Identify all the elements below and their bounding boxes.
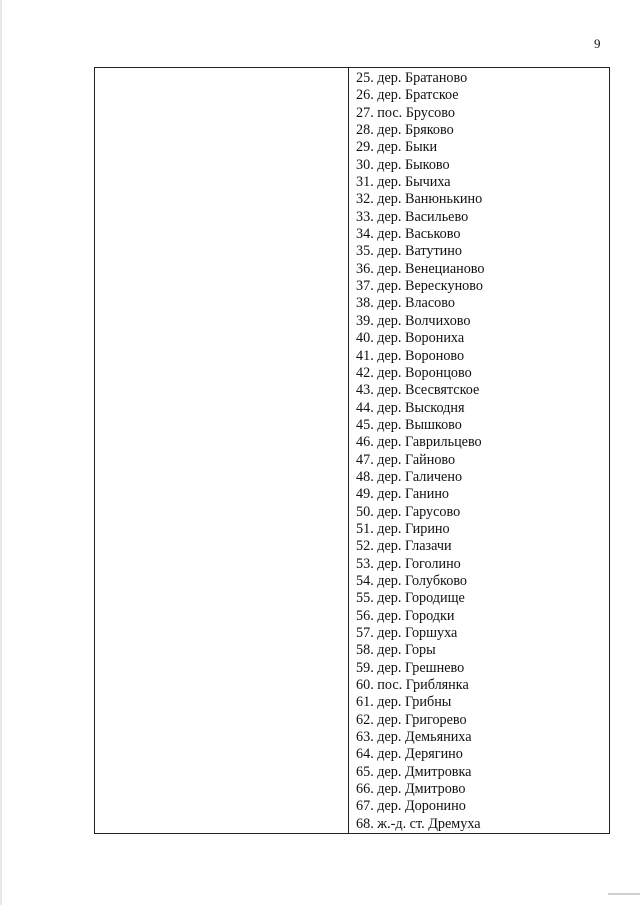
settlement-list-item: 49. дер. Ганино [356, 486, 450, 503]
settlement-list-item: 36. дер. Венецианово [356, 260, 485, 277]
settlement-list-item: 25. дер. Братаново [356, 70, 468, 86]
settlement-list-item: 52. дер. Глазачи [356, 538, 452, 555]
settlement-list-item: 54. дер. Голубково [356, 572, 468, 589]
settlement-list-item: 32. дер. Ванюнькино [356, 191, 483, 208]
settlement-list-item: 50. дер. Гарусово [356, 503, 461, 520]
settlement-list-item: 55. дер. Городище [356, 590, 465, 607]
settlement-list-item: 41. дер. Вороново [356, 347, 465, 364]
settlement-list-item: 47. дер. Гайново [356, 451, 456, 468]
settlement-list-item: 48. дер. Галичено [356, 468, 463, 485]
settlement-list-item: 29. дер. Быки [356, 139, 438, 156]
settlement-list-item: 28. дер. Бряково [356, 122, 454, 139]
settlement-list-item: 51. дер. Гирино [356, 520, 450, 537]
settlement-list-item: 61. дер. Грибны [356, 694, 452, 711]
settlement-list-item: 40. дер. Ворониха [356, 330, 465, 347]
scan-corner-mark [608, 893, 640, 895]
settlement-list-item: 59. дер. Грешнево [356, 659, 465, 676]
settlement-list-item: 66. дер. Дмитрово [356, 781, 466, 798]
settlement-list [356, 70, 609, 833]
settlement-list-item: 57. дер. Горшуха [356, 625, 458, 641]
settlement-list-item: 27. пос. Брусово [356, 104, 455, 121]
settlement-list-item: 53. дер. Гоголино [356, 555, 461, 572]
settlement-list-item: 31. дер. Бычиха [356, 174, 451, 191]
scan-edge-shadow [0, 0, 2, 905]
page-number: 9 [594, 36, 601, 51]
settlement-list-item: 56. дер. Городки [356, 607, 455, 624]
table-left-cell [95, 68, 349, 833]
settlement-list-item: 34. дер. Васьково [356, 226, 461, 243]
settlement-list-item: 67. дер. Доронино [356, 798, 466, 815]
settlement-list-item: 42. дер. Воронцово [356, 364, 472, 381]
settlement-list-item: 38. дер. Власово [356, 295, 455, 312]
settlement-list-item: 35. дер. Ватутино [356, 243, 462, 260]
settlement-list-item: 37. дер. Верескуново [356, 278, 483, 295]
settlement-list-item: 45. дер. Вышково [356, 416, 462, 433]
settlement-list-item: 63. дер. Демьяниха [356, 729, 472, 746]
settlement-list-item: 33. дер. Васильево [356, 208, 469, 225]
settlement-list-item: 62. дер. Григорево [356, 711, 467, 728]
settlement-list-item: 65. дер. Дмитровка [356, 763, 472, 780]
settlement-list-item: 39. дер. Волчихово [356, 312, 471, 329]
settlement-list-item: 30. дер. Быково [356, 156, 450, 173]
table-right-cell [356, 70, 609, 833]
settlement-list-item: 26. дер. Братское [356, 87, 459, 104]
settlement-list-item: 46. дер. Гаврильцево [356, 434, 482, 451]
settlement-list-item: 60. пос. Гриблянка [356, 677, 469, 694]
settlement-list-item: 58. дер. Горы [356, 642, 436, 659]
settlement-list-item: 44. дер. Выскодня [356, 399, 465, 416]
settlements-table [94, 67, 610, 834]
settlement-list-item: 64. дер. Дерягино [356, 746, 463, 763]
settlement-list-item: 43. дер. Всесвятское [356, 382, 480, 399]
settlement-list-item: 68. ж.-д. ст. Дремуха [356, 815, 481, 832]
